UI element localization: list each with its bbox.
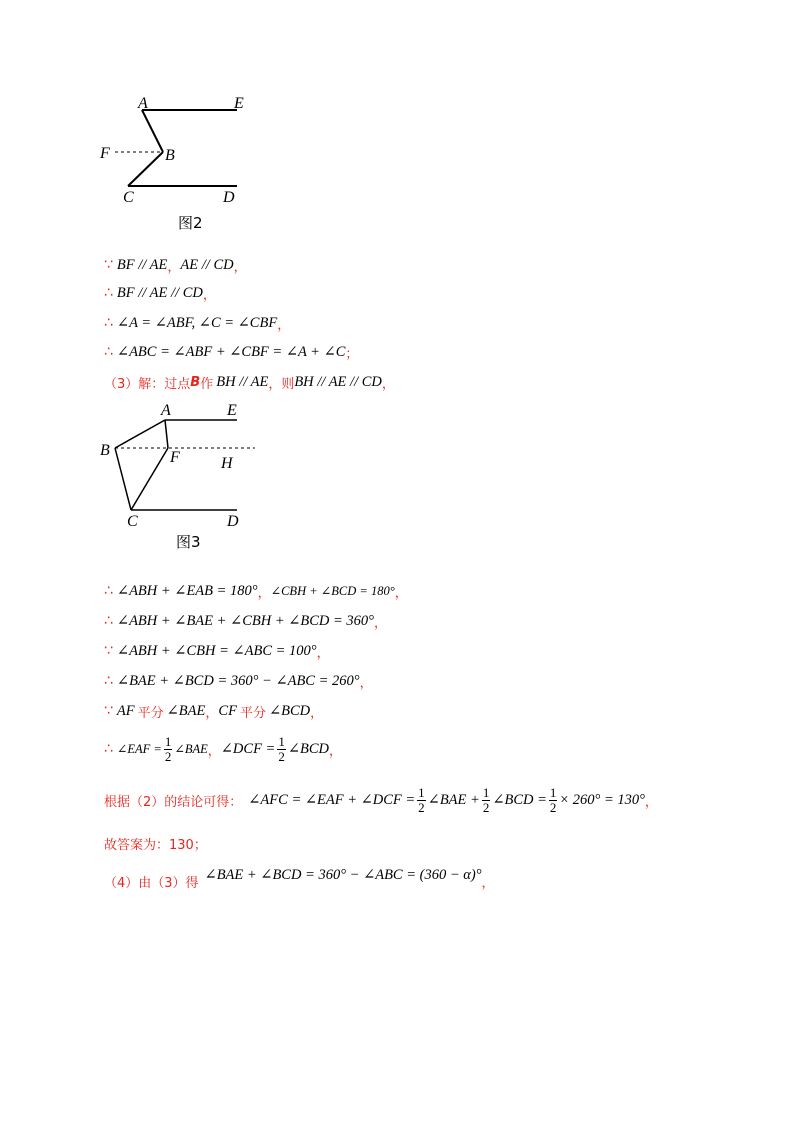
expr: BF // AE (116, 256, 168, 273)
punct: ， (316, 645, 330, 661)
punct: ， (373, 615, 387, 631)
denominator: 2 (482, 799, 490, 815)
line-AB (142, 110, 163, 152)
figure-3-caption: 图3 (176, 533, 201, 551)
label-F: F (100, 145, 110, 162)
therefore-symbol: ∴ (104, 673, 113, 689)
text: 作 (200, 376, 214, 392)
text: （4）由（3）得 (104, 875, 199, 891)
sep: ， (167, 259, 181, 275)
proof-line-1 (104, 254, 247, 276)
because-symbol: ∵ (104, 643, 113, 659)
therefore-symbol: ∴ (104, 344, 113, 360)
proof-line-2 (104, 282, 216, 304)
label-C: C (127, 513, 138, 530)
therefore-symbol: ∴ (104, 741, 113, 757)
label-F: F (170, 449, 180, 466)
expr: ∠BAE (166, 702, 206, 719)
therefore-symbol: ∴ (104, 315, 113, 331)
expr: ∠BCD (268, 702, 311, 719)
punct: ， (233, 259, 247, 275)
expr: ∠BAE + ∠BCD = 360° − ∠ABC = (360 − α)° (204, 866, 482, 883)
numerator: 1 (482, 784, 490, 800)
part-3-heading (104, 371, 395, 393)
point-label: B (190, 374, 201, 390)
expr: ∠EAF = (116, 742, 162, 756)
expr: ∠ABC = ∠ABF + ∠CBF = ∠A + ∠C (116, 343, 346, 360)
numerator: 1 (278, 733, 285, 749)
fraction (482, 786, 491, 815)
label-E: E (227, 402, 237, 419)
expr: BH // AE (216, 373, 269, 390)
proof-line-3 (104, 312, 290, 334)
because-symbol: ∵ (104, 257, 113, 273)
proof-line-7 (104, 610, 387, 632)
label-A: A (161, 402, 171, 419)
numerator: 1 (549, 784, 557, 800)
punct: ， (394, 585, 408, 601)
answer-text: 故答案为：130； (104, 837, 207, 853)
label-D: D (227, 513, 239, 530)
figure-2-caption: 图2 (178, 214, 203, 232)
part-4-line (104, 866, 495, 896)
punct: ， (481, 875, 495, 891)
denominator: 2 (549, 799, 557, 815)
fraction (417, 786, 426, 815)
proof-line-10 (104, 700, 323, 722)
expr: × 260° = 130° (559, 791, 645, 808)
label-B: B (100, 442, 110, 459)
sep: ， (207, 743, 221, 759)
proof-line-9 (104, 670, 373, 692)
label-E: E (234, 95, 244, 112)
line-CF (131, 448, 168, 510)
answer-line (104, 832, 207, 854)
expr: CF (218, 702, 237, 719)
punct: ， (202, 287, 216, 303)
proof-line-11 (104, 731, 342, 767)
therefore-symbol: ∴ (104, 285, 113, 301)
line-BC (128, 152, 163, 186)
label-A: A (138, 95, 148, 112)
figure-2-diagram (95, 92, 255, 212)
text: 根据（2）的结论可得： (104, 794, 243, 810)
expr: AE // CD (180, 256, 234, 273)
line-AF (165, 420, 168, 448)
line-BA (115, 420, 165, 448)
therefore-symbol: ∴ (104, 613, 113, 629)
label-D: D (223, 189, 235, 206)
numerator: 1 (164, 733, 172, 749)
punct: ， (329, 743, 343, 759)
punct: ， (310, 705, 324, 721)
expr: ∠DCF = (220, 740, 276, 757)
fraction (277, 735, 286, 764)
punct: ， (644, 794, 658, 810)
text: ，则 (268, 376, 295, 392)
denominator: 2 (164, 748, 172, 764)
text: 平分 (239, 705, 266, 721)
expr: ∠BCD = (492, 791, 547, 808)
expr: BF // AE // CD (116, 284, 203, 301)
expr: ∠BAE + ∠BCD = 360° − ∠ABC = 260° (116, 672, 360, 689)
punct: ； (345, 346, 359, 362)
label-H: H (221, 455, 233, 472)
expr: ∠AFC = ∠EAF + ∠DCF = (248, 791, 416, 808)
expr: ∠BCD (287, 740, 329, 757)
sep: ， (205, 705, 219, 721)
denominator: 2 (278, 748, 285, 764)
punct: ， (381, 376, 395, 392)
sep: ， (257, 585, 271, 601)
expr: ∠ABH + ∠BAE + ∠CBH + ∠BCD = 360° (116, 612, 374, 629)
proof-line-8 (104, 640, 330, 662)
label-C: C (123, 189, 134, 206)
therefore-symbol: ∴ (104, 583, 113, 599)
text: 平分 (137, 705, 164, 721)
figure-2 (95, 92, 255, 212)
expr: ∠BAE + (427, 791, 480, 808)
figure-3 (95, 400, 265, 535)
proof-line-6 (104, 580, 408, 602)
because-symbol: ∵ (104, 703, 113, 719)
expr: ∠ABH + ∠CBH = ∠ABC = 100° (116, 642, 317, 659)
expr: ∠ABH + ∠EAB = 180° (116, 582, 258, 599)
line-BC (115, 448, 131, 510)
expr: ∠CBH + ∠BCD = 180° (270, 584, 395, 598)
proof-line-12 (104, 782, 658, 818)
denominator: 2 (418, 799, 425, 815)
expr: ∠A = ∠ABF, ∠C = ∠CBF (116, 314, 278, 331)
proof-line-4 (104, 341, 358, 363)
fraction (549, 786, 558, 815)
fraction (164, 735, 173, 764)
text: （3）解：过点 (104, 376, 191, 392)
punct: ， (277, 317, 291, 333)
expr: AF (116, 702, 135, 719)
label-B: B (165, 147, 175, 164)
expr: ∠BAE (174, 742, 208, 756)
expr: BH // AE // CD (294, 373, 382, 390)
numerator: 1 (418, 784, 425, 800)
figure-3-diagram (95, 400, 265, 535)
punct: ， (359, 675, 373, 691)
